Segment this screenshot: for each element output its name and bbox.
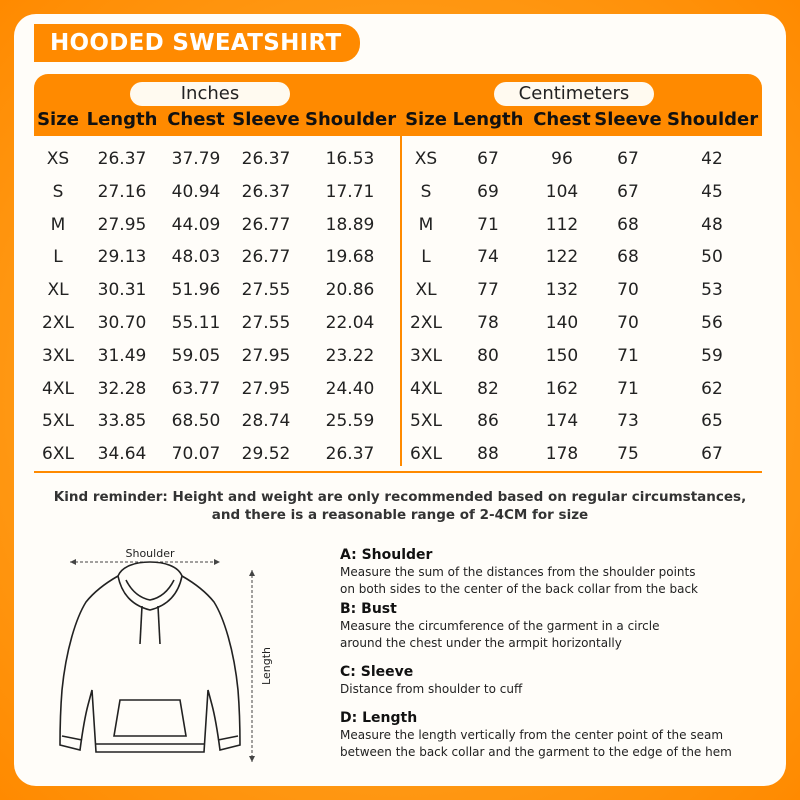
- measurement-term: A: Shoulder: [340, 547, 433, 563]
- measurement-description: [340, 618, 770, 652]
- inches-cell-length: 27.16: [97, 181, 147, 202]
- cm-cell-shoulder: 59: [701, 345, 723, 366]
- inches-cell-size: M: [50, 214, 66, 235]
- measurement-description-line: between the back collar and the garment to the edge of the hem: [340, 745, 732, 759]
- inches-cell-sleeve: 29.52: [241, 444, 291, 465]
- inches-unit-label: Inches: [130, 82, 290, 106]
- cm-cell-size: 5XL: [410, 411, 442, 432]
- measurement-description: [340, 564, 770, 598]
- cm-cell-length: 67: [477, 149, 499, 169]
- length-label: Length: [260, 647, 273, 685]
- cm-cell-length: 82: [477, 378, 499, 399]
- inches-cell-length: 32.28: [97, 378, 147, 399]
- inches-cell-size: 6XL: [42, 444, 74, 465]
- measurement-description-line: Distance from shoulder to cuff: [340, 682, 523, 696]
- kind-reminder: [40, 488, 760, 524]
- measurement-description-line: around the chest under the armpit horizontally: [340, 636, 622, 650]
- cm-cell-chest: 122: [545, 247, 579, 268]
- cm-cell-size: S: [420, 181, 432, 202]
- inches-column-header-size: Size: [37, 109, 79, 130]
- cm-cell-shoulder: 67: [701, 444, 723, 465]
- inches-cell-chest: 48.03: [171, 247, 221, 268]
- cm-cell-size: 3XL: [410, 345, 442, 366]
- cm-cell-chest: 104: [545, 181, 579, 202]
- inches-cell-chest: 63.77: [171, 378, 221, 399]
- cm-cell-shoulder: 62: [701, 378, 723, 399]
- measurement-description: [340, 681, 770, 698]
- measurement-term: D: Length: [340, 710, 418, 726]
- measurement-description: [340, 727, 770, 761]
- reminder-line-2: and there is a reasonable range of 2-4CM for size: [211, 507, 589, 523]
- inches-cell-chest: 37.79: [171, 149, 221, 169]
- cm-cell-chest: 162: [545, 378, 579, 399]
- cm-cell-sleeve: 68: [617, 214, 639, 235]
- inches-cell-chest: 68.50: [171, 411, 221, 432]
- cm-cell-sleeve: 73: [617, 411, 639, 432]
- inches-cell-sleeve: 27.55: [241, 280, 291, 301]
- cm-cell-shoulder: 65: [701, 411, 723, 432]
- inches-cell-sleeve: 27.95: [241, 345, 291, 366]
- cm-column-header-shoulder: Shoulder: [667, 109, 759, 130]
- cm-cell-sleeve: 68: [617, 247, 639, 268]
- inches-cell-length: 27.95: [97, 214, 147, 235]
- centimeters-unit-label: Centimeters: [494, 82, 654, 106]
- inches-cell-shoulder: 18.89: [325, 214, 375, 235]
- measurement-term: B: Bust: [340, 601, 397, 617]
- inches-cell-size: 5XL: [42, 411, 74, 432]
- cm-cell-sleeve: 70: [617, 313, 639, 333]
- cm-column-header-size: Size: [405, 109, 447, 130]
- inches-cell-sleeve: 26.37: [241, 149, 291, 169]
- cm-cell-chest: 140: [545, 313, 579, 333]
- cm-cell-chest: 178: [545, 444, 579, 465]
- hoodie-measurement-diagram: [40, 540, 310, 785]
- cm-cell-chest: 112: [545, 214, 579, 235]
- table-divider: [400, 136, 402, 466]
- cm-cell-shoulder: 53: [701, 280, 723, 301]
- cm-cell-length: 77: [477, 280, 499, 301]
- cm-cell-chest: 174: [545, 411, 579, 432]
- hoodie-outline-icon: [60, 562, 240, 752]
- inches-cell-size: S: [52, 181, 64, 202]
- inches-cell-chest: 40.94: [171, 181, 221, 202]
- inches-cell-length: 33.85: [97, 411, 147, 432]
- inches-cell-chest: 59.05: [171, 345, 221, 366]
- cm-cell-shoulder: 50: [701, 247, 723, 268]
- cm-cell-sleeve: 71: [617, 345, 639, 366]
- section-divider: [34, 471, 762, 473]
- cm-cell-length: 80: [477, 345, 499, 366]
- inches-cell-size: 3XL: [42, 345, 74, 366]
- cm-cell-length: 78: [477, 313, 499, 333]
- cm-cell-length: 69: [477, 181, 499, 202]
- cm-cell-length: 86: [477, 411, 499, 432]
- cm-cell-size: 6XL: [410, 444, 442, 465]
- inches-cell-size: 2XL: [42, 313, 74, 333]
- cm-cell-chest: 150: [545, 345, 579, 366]
- inches-column-header-chest: Chest: [167, 109, 225, 130]
- cm-cell-length: 71: [477, 214, 499, 235]
- measurement-description-line: Measure the circumference of the garment in a circle: [340, 619, 660, 633]
- shoulder-arrow-right-icon: [214, 559, 220, 565]
- inches-cell-length: 29.13: [97, 247, 147, 268]
- inches-cell-shoulder: 20.86: [325, 280, 375, 301]
- shoulder-label: Shoulder: [125, 547, 175, 560]
- cm-cell-size: 2XL: [410, 313, 442, 333]
- inches-cell-chest: 70.07: [171, 444, 221, 465]
- inches-cell-sleeve: 27.95: [241, 378, 291, 399]
- cm-cell-sleeve: 75: [617, 444, 639, 465]
- measurement-description-line: Measure the length vertically from the center point of the seam: [340, 728, 724, 742]
- inches-cell-length: 31.49: [97, 345, 147, 366]
- length-arrow-bottom-icon: [249, 756, 255, 762]
- length-arrow-top-icon: [249, 570, 255, 576]
- cm-cell-size: XS: [414, 149, 438, 169]
- inches-cell-shoulder: 16.53: [325, 149, 375, 169]
- inches-cell-shoulder: 26.37: [325, 444, 375, 465]
- inches-cell-size: L: [53, 247, 63, 268]
- inches-cell-length: 30.31: [97, 280, 147, 301]
- inches-column-header-shoulder: Shoulder: [305, 109, 397, 130]
- inches-cell-size: 4XL: [42, 378, 74, 399]
- cm-cell-shoulder: 45: [701, 181, 723, 202]
- cm-cell-sleeve: 71: [617, 378, 639, 399]
- cm-cell-sleeve: 70: [617, 280, 639, 301]
- cm-column-header-sleeve: Sleeve: [594, 109, 662, 130]
- inches-cell-length: 26.37: [97, 149, 147, 169]
- inches-cell-sleeve: 26.37: [241, 181, 291, 202]
- shoulder-arrow-left-icon: [70, 559, 76, 565]
- inches-cell-sleeve: 28.74: [241, 411, 291, 432]
- inches-cell-length: 34.64: [97, 444, 147, 465]
- measurement-description-line: on both sides to the center of the back collar from the back: [340, 582, 698, 596]
- inches-cell-shoulder: 23.22: [325, 345, 375, 366]
- cm-cell-shoulder: 42: [701, 149, 723, 169]
- inches-cell-shoulder: 24.40: [325, 378, 375, 399]
- cm-cell-chest: 96: [551, 149, 573, 169]
- page-title: HOODED SWEATSHIRT: [34, 24, 360, 62]
- cm-cell-sleeve: 67: [617, 149, 639, 169]
- cm-cell-sleeve: 67: [617, 181, 639, 202]
- cm-cell-size: L: [421, 247, 431, 268]
- inches-cell-chest: 55.11: [171, 313, 221, 333]
- cm-cell-shoulder: 56: [701, 313, 723, 333]
- cm-column-header-chest: Chest: [533, 109, 591, 130]
- cm-cell-size: 4XL: [410, 378, 442, 399]
- inches-cell-shoulder: 25.59: [325, 411, 375, 432]
- inches-cell-shoulder: 19.68: [325, 247, 375, 268]
- cm-cell-length: 74: [477, 247, 499, 268]
- measurement-description-line: Measure the sum of the distances from the shoulder points: [340, 565, 696, 579]
- cm-cell-length: 88: [477, 444, 499, 465]
- inches-cell-chest: 51.96: [171, 280, 221, 301]
- reminder-line-1: Kind reminder: Height and weight are only recommended based on regular circumstances,: [53, 489, 747, 505]
- cm-cell-size: XL: [415, 280, 437, 301]
- cm-cell-shoulder: 48: [701, 214, 723, 235]
- inches-cell-shoulder: 22.04: [325, 313, 375, 333]
- inches-cell-size: XS: [46, 149, 70, 169]
- inches-cell-length: 30.70: [97, 313, 147, 333]
- inches-column-header-sleeve: Sleeve: [232, 109, 300, 130]
- inches-cell-sleeve: 26.77: [241, 247, 291, 268]
- inches-cell-sleeve: 27.55: [241, 313, 291, 333]
- inches-cell-sleeve: 26.77: [241, 214, 291, 235]
- inches-cell-size: XL: [47, 280, 69, 301]
- cm-cell-size: M: [418, 214, 434, 235]
- inches-cell-chest: 44.09: [171, 214, 221, 235]
- cm-cell-chest: 132: [545, 280, 579, 301]
- inches-cell-shoulder: 17.71: [325, 181, 375, 202]
- inches-column-header-length: Length: [86, 109, 158, 130]
- measurement-term: C: Sleeve: [340, 664, 414, 680]
- cm-column-header-length: Length: [452, 109, 524, 130]
